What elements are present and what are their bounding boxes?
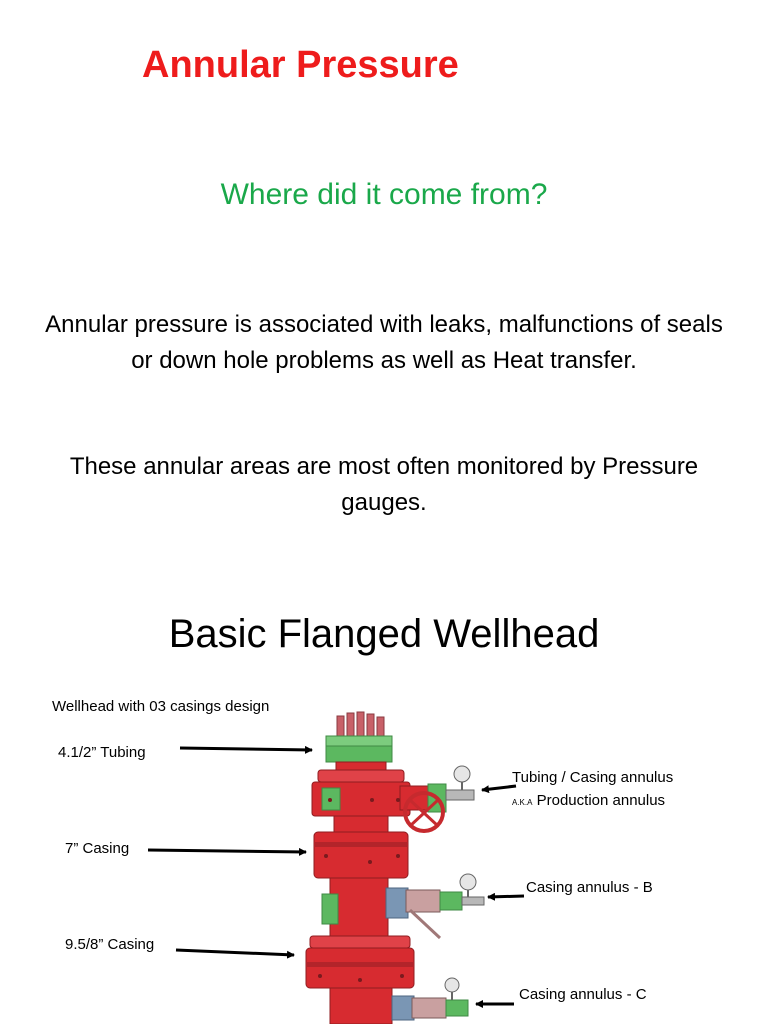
arrow-annulus-b [488,896,524,897]
wellhead-body [306,712,484,1024]
slide-subtitle: Where did it come from? [220,178,548,211]
arrow-production-annulus [482,786,516,790]
label-casing-annulus-c: Casing annulus - C [519,986,647,1003]
label-7-casing: 7” Casing [65,840,130,857]
label-casing-annulus-b: Casing annulus - B [526,879,653,896]
label-9-5-8-casing: 9.5/8” Casing [65,936,155,953]
aka-abbreviation: A.K.A [512,798,533,807]
slide-title: Annular Pressure [142,44,459,86]
arrow-tubing [180,748,312,750]
paragraph-monitoring: These annular areas are most often monitored by Pressure gauges. [69,453,699,516]
diagram-caption: Wellhead with 03 casings design [52,698,270,715]
label-tubing: 4.1/2” Tubing [58,744,146,761]
paragraph-annular-sources: Annular pressure is associated with leaks, malfunctions of seals or down hole problems as well as Heat transfer. [45,311,723,374]
production-annulus-text: Production annulus [536,792,666,809]
label-tubing-casing-annulus: Tubing / Casing annulus [512,769,674,786]
arrow-9-5-8-casing [176,950,294,955]
arrow-7-casing [148,850,306,852]
wellhead-heading: Basic Flanged Wellhead [168,612,600,656]
